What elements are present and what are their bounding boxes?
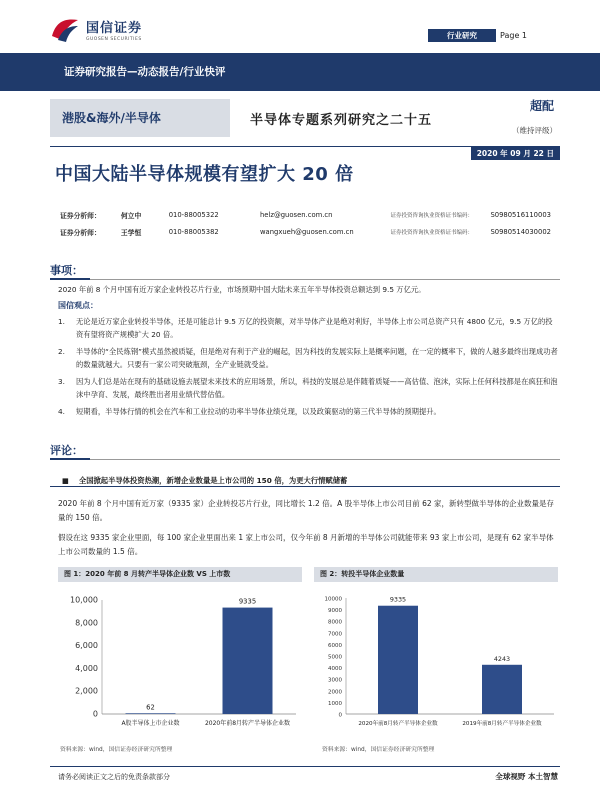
analyst-phone: 010-88005382 bbox=[168, 227, 219, 236]
y-tick-label: 6,000 bbox=[75, 641, 98, 651]
x-tick-label: 2020年前8月转产半导体企业数 bbox=[204, 720, 291, 727]
divider bbox=[50, 279, 560, 280]
report-date: 2020 年 09 月 22 日 bbox=[471, 147, 560, 160]
brand-name: 国信证券 bbox=[86, 20, 143, 36]
view-item-text: 半导体的“全民炼钢”模式虽然被质疑，但是绝对有利于产业的崛起，因为科技的发展实际上是概率问题，在一定的概率下，做的人越多最终出现成功者的数量就越大。只要有一家公司突破瓶颈，全产业链就受益。 bbox=[76, 347, 558, 369]
y-tick-label: 0 bbox=[338, 712, 342, 719]
bar bbox=[126, 713, 176, 714]
banner-text: 证券研究报告—动态报告/行业快评 bbox=[64, 66, 226, 78]
data-label: 4243 bbox=[493, 654, 511, 663]
comment-paragraph: 假设在这 9335 家企业里面，每 100 家企业里面出来 1 家上市公司，仅今年前 8 月新增的半导体公司就能带来 93 家上市公司，是现有 62 家半导体上市公司数量的 1.5 倍。 bbox=[58, 533, 554, 556]
figure-2-source: 资料来源：wind，国信证券经济研究所整理 bbox=[322, 747, 435, 753]
y-tick-label: 7000 bbox=[328, 631, 342, 638]
analyst-name: 何立中 bbox=[120, 211, 142, 220]
footer-disclaimer: 请务必阅读正文之后的免责条款部分 bbox=[58, 773, 170, 781]
bar bbox=[482, 665, 522, 714]
analyst-row bbox=[60, 223, 560, 240]
y-tick-label: 5000 bbox=[328, 654, 342, 661]
view-item bbox=[58, 406, 558, 419]
analyst-email[interactable]: helz@guosen.com.cn bbox=[260, 210, 333, 219]
analyst-role: 证券分析师： bbox=[60, 228, 101, 237]
analyst-role: 证券分析师： bbox=[60, 211, 101, 220]
comment-heading: 评论： bbox=[50, 444, 83, 457]
view-item-number: 2. bbox=[58, 347, 65, 356]
analyst-phone: 010-88005322 bbox=[168, 210, 219, 219]
rating: 超配 bbox=[530, 99, 555, 113]
guosen-logo-icon bbox=[50, 14, 80, 44]
footer-slogan: 全球视野 本土智慧 bbox=[495, 772, 558, 781]
rating-note: （维持评级） bbox=[512, 126, 557, 135]
y-tick-label: 4,000 bbox=[75, 663, 98, 673]
figure-1-source: 资料来源：wind，国信证券经济研究所整理 bbox=[60, 747, 173, 753]
analyst-cert-label: 证券投资咨询执业资格证书编码： bbox=[390, 212, 473, 219]
analyst-list bbox=[60, 206, 560, 240]
bar bbox=[223, 608, 273, 714]
view-item bbox=[58, 376, 558, 401]
analyst-email[interactable]: wangxueh@guosen.com.cn bbox=[260, 227, 354, 236]
y-tick-label: 3000 bbox=[328, 677, 342, 684]
view-item-text: 短期看，半导体行情的机会在汽车和工业拉动的功率半导体业绩兑现，以及政策驱动的第三代半导体的预期提升。 bbox=[76, 407, 441, 416]
divider bbox=[50, 459, 560, 460]
data-label: 9335 bbox=[238, 597, 257, 606]
y-tick-label: 2000 bbox=[328, 689, 342, 696]
x-tick-label: A股半导体上市企业数 bbox=[121, 720, 180, 727]
y-tick-label: 2,000 bbox=[75, 686, 98, 696]
y-tick-label: 1000 bbox=[328, 700, 342, 707]
view-item-number: 3. bbox=[58, 377, 65, 386]
divider-accent bbox=[50, 458, 90, 460]
y-tick-label: 0 bbox=[92, 709, 98, 719]
y-tick-label: 8,000 bbox=[75, 618, 98, 628]
y-tick-label: 10,000 bbox=[70, 595, 98, 605]
series-title: 半导体专题系列研究之二十五 bbox=[250, 112, 433, 128]
bar-chart-2 bbox=[314, 584, 558, 734]
brand-name-en: GUOSEN SECURITIES bbox=[86, 36, 142, 42]
divider-accent bbox=[50, 278, 90, 280]
comment-paragraph: 2020 年前 8 个月中国有近万家（9335 家）企业转投芯片行业，同比增长 1.2 倍。A 股半导体上市公司目前 62 家，新转型做半导体的企业数量是存量的 150 倍。 bbox=[58, 499, 555, 522]
analyst-cert-label: 证券投资咨询执业资格证书编码： bbox=[390, 229, 473, 236]
square-bullet-icon: ■ bbox=[62, 476, 69, 485]
page-title: 中国大陆半导体规模有望扩大 20 倍 bbox=[55, 164, 354, 185]
bar bbox=[378, 606, 418, 714]
comment-section-header bbox=[50, 442, 560, 458]
analyst-cert-no: S0980514030002 bbox=[490, 227, 551, 236]
view-item-text: 因为人们总是站在现有的基础设施去展望未来技术的应用场景，所以，科技的发展总是伴随着质疑——高估值、泡沫，实际上任何科技都是在疯狂和泡沫中孕育、发展，最终胜出者用业绩代替估值。 bbox=[76, 377, 558, 399]
bar-chart-1 bbox=[58, 584, 302, 734]
report-type-tag: 行业研究 bbox=[428, 29, 496, 42]
footer-divider bbox=[50, 766, 560, 767]
comment-subheading bbox=[62, 476, 347, 486]
analyst-row bbox=[60, 206, 560, 223]
event-heading: 事项： bbox=[50, 264, 83, 277]
page-number: Page 1 bbox=[500, 31, 527, 40]
event-section-header bbox=[50, 262, 560, 278]
view-item-text: 无论是近万家企业转投半导体，还是可能总计 9.5 万亿的投资额，对半导体产业是绝对利好，半导体上市公司总资产只有 4800 亿元，9.5 万亿的投资有望将资产规模扩大 20 倍。 bbox=[76, 317, 553, 339]
x-tick-label: 2020年前8月转产半导体企业数 bbox=[358, 721, 438, 727]
figure-1-title: 图 1：2020 年前 8 月转产半导体企业数 VS 上市数 bbox=[58, 567, 302, 582]
event-text: 2020 年前 8 个月中国有近万家企业转投芯片行业，市场预期中国大陆未来五年半导体投资总额达到 9.5 万亿元。 bbox=[58, 285, 426, 294]
sector-row bbox=[50, 99, 560, 137]
brand-logo bbox=[50, 14, 142, 44]
view-item bbox=[58, 346, 558, 371]
data-label: 9335 bbox=[389, 595, 407, 604]
y-tick-label: 10000 bbox=[324, 596, 342, 603]
x-tick-label: 2019年前8月转产半导体企业数 bbox=[462, 721, 542, 727]
sector-label: 港股&海外/半导体 bbox=[50, 99, 230, 137]
view-item bbox=[58, 316, 558, 341]
divider bbox=[50, 486, 560, 487]
view-item-number: 1. bbox=[58, 317, 65, 326]
y-tick-label: 8000 bbox=[328, 619, 342, 626]
analyst-cert-no: S0980516110003 bbox=[490, 210, 551, 219]
y-tick-label: 6000 bbox=[328, 642, 342, 649]
view-item-number: 4. bbox=[58, 407, 65, 416]
comment-subheading-text: 全国掀起半导体投资热潮，新增企业数量是上市公司的 150 倍，为更大行情赋储蓄 bbox=[78, 476, 348, 485]
views-heading: 国信观点： bbox=[58, 301, 98, 310]
data-label: 62 bbox=[146, 703, 155, 712]
figure-2-title: 图 2：转投半导体企业数量 bbox=[314, 567, 558, 582]
y-tick-label: 9000 bbox=[328, 608, 342, 615]
analyst-name: 王学恒 bbox=[120, 228, 142, 237]
y-tick-label: 4000 bbox=[328, 666, 342, 673]
